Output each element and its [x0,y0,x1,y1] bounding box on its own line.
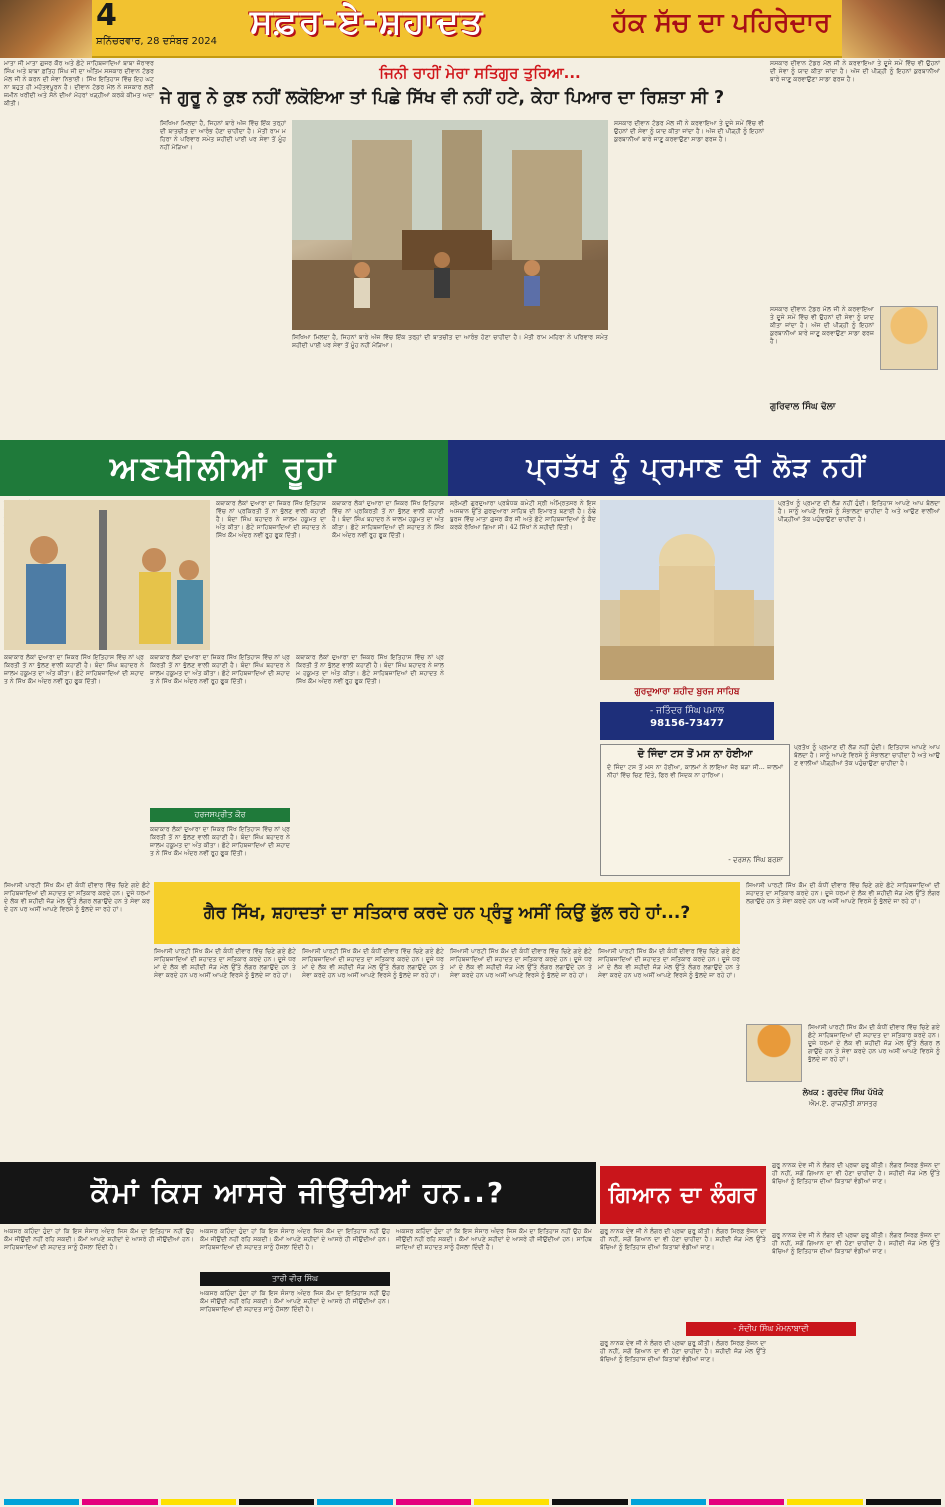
article4-col-1: ਸਿਆਸੀ ਪਾਰਟੀ ਸਿੱਖ ਕੌਮ ਦੀ ਕੰਧੀਂ ਦੀਵਾਰ ਵਿੱਚ ਚਿਣੇ ਗਏ ਛੋਟੇ ਸਾਹਿਬਜ਼ਾਦਿਆਂ ਦੀ ਸ਼ਹਾਦਤ ਦਾ ਸਤਿਕਾਰ ਕਰਦੇ ਹਨ। ਦੂਜੇ ਧਰਮਾਂ ਦੇ ਲੋਕ ਵੀ ਸ਼ਹੀਦੀ ਜੋੜ ਮੇਲ ਉੱਤੇ ਲੰਗਰ ਲਗਾਉਂਦੇ ਹਨ ਤੇ ਸੇਵਾ ਕਰਦੇ ਹਨ ਪਰ ਅਸੀਂ ਆਪਣੇ ਵਿਰਸੇ ਨੂੰ ਭੁੱਲਦੇ ਜਾ ਰਹੇ ਹਾਂ। [154,948,298,980]
article3-phone: 98156-73477 [650,718,724,729]
article4-left-column: ਸਿਆਸੀ ਪਾਰਟੀ ਸਿੱਖ ਕੌਮ ਦੀ ਕੰਧੀਂ ਦੀਵਾਰ ਵਿੱਚ ਚਿਣੇ ਗਏ ਛੋਟੇ ਸਾਹਿਬਜ਼ਾਦਿਆਂ ਦੀ ਸ਼ਹਾਦਤ ਦਾ ਸਤਿਕਾਰ ਕਰਦੇ ਹਨ। ਦੂਜੇ ਧਰਮਾਂ ਦੇ ਲੋਕ ਵੀ ਸ਼ਹੀਦੀ ਜੋੜ ਮੇਲ ਉੱਤੇ ਲੰਗਰ ਲਗਾਉਂਦੇ ਹਨ ਤੇ ਸੇਵਾ ਕਰਦੇ ਹਨ ਪਰ ਅਸੀਂ ਆਪਣੇ ਵਿਰਸੇ ਨੂੰ ਭੁੱਲਦੇ ਜਾ ਰਹੇ ਹਾਂ। [4,882,152,914]
brand-title: ਹੱਕ ਸੱਚ ਦਾ ਪਹਿਰੇਦਾਰ [612,8,831,38]
article5 [0,1162,596,1500]
article2 [0,440,448,880]
article3-col-mid: ਪ੍ਰਤੱਖ ਨੂੰ ਪ੍ਰਮਾਣ ਦੀ ਲੋੜ ਨਹੀਂ ਹੁੰਦੀ। ਇਤਿਹਾਸ ਆਪਣੇ ਆਪ ਬੋਲਦਾ ਹੈ। ਸਾਨੂੰ ਆਪਣੇ ਵਿਰਸੇ ਨੂੰ ਸੰਭਾਲਣਾ ਚਾਹੀਦਾ ਹੈ ਅਤੇ ਆਉਣ ਵਾਲੀਆਂ ਪੀੜ੍ਹੀਆਂ ਤੱਕ ਪਹੁੰਚਾਉਣਾ ਚਾਹੀਦਾ ਹੈ। [778,500,942,524]
masthead-right-image [842,0,945,58]
article1-illustration [292,120,608,330]
article2-title-banner [0,440,448,496]
article2-col-a-top: ਕਥਾਕਾਰ ਲੋਕਾਂ ਦੁਆਰਾ ਦਾ ਜ਼ਿਕਰ ਸਿੱਖ ਇਤਿਹਾਸ ਵਿੱਚ ਨਾਂ ਪ੍ਰਕਿਰਤੀ ਤੋਂ ਨਾ ਭੁੱਲਣ ਵਾਲੀ ਕਹਾਣੀ ਹੈ। ਬੰਦਾ ਸਿੰਘ ਬਹਾਦਰ ਨੇ ਜ਼ਾਲਮ ਹਕੂਮਤ ਦਾ ਅੰਤ ਕੀਤਾ। ਛੋਟੇ ਸਾਹਿਬਜ਼ਾਦਿਆਂ ਦੀ ਸ਼ਹਾਦਤ ਨੇ ਸਿੱਖ ਕੌਮ ਅੰਦਰ ਨਵੀਂ ਰੂਹ ਫੂਕ ਦਿੱਤੀ। [216,500,328,540]
article2-col-1: ਕਥਾਕਾਰ ਲੋਕਾਂ ਦੁਆਰਾ ਦਾ ਜ਼ਿਕਰ ਸਿੱਖ ਇਤਿਹਾਸ ਵਿੱਚ ਨਾਂ ਪ੍ਰਕਿਰਤੀ ਤੋਂ ਨਾ ਭੁੱਲਣ ਵਾਲੀ ਕਹਾਣੀ ਹੈ। ਬੰਦਾ ਸਿੰਘ ਬਹਾਦਰ ਨੇ ਜ਼ਾਲਮ ਹਕੂਮਤ ਦਾ ਅੰਤ ਕੀਤਾ। ਛੋਟੇ ਸਾਹਿਬਜ਼ਾਦਿਆਂ ਦੀ ਸ਼ਹਾਦਤ ਨੇ ਸਿੱਖ ਕੌਮ ਅੰਦਰ ਨਵੀਂ ਰੂਹ ਫੂਕ ਦਿੱਤੀ। [4,654,146,686]
article3-col-left: ਸ਼੍ਰੋਮਣੀ ਗੁਰਦੁਆਰਾ ਪ੍ਰਬੰਧਕ ਕਮੇਟੀ ਸ੍ਰੀ ਅੰਮ੍ਰਿਤਸਰ ਨੇ ਇਸ ਅਸਥਾਨ ਉੱਤੇ ਗੁਰਦੁਆਰਾ ਸਾਹਿਬ ਦੀ ਇਮਾਰਤ ਬਣਾਈ ਹੈ। ਠੰਢੇ ਬੁਰਜ ਵਿੱਚ ਮਾਤਾ ਗੁਜਰ ਕੌਰ ਜੀ ਅਤੇ ਛੋਟੇ ਸਾਹਿਬਜ਼ਾਦਿਆਂ ਨੂੰ ਕੈਦ ਕਰਕੇ ਰੱਖਿਆ ਗਿਆ ਸੀ। 42 ਸਿੱਖਾਂ ਨੇ ਸ਼ਹੀਦੀ ਦਿੱਤੀ। [450,500,598,532]
article1-headline: ਜੇ ਗੁਰੂ ਨੇ ਕੁਝ ਨਹੀਂ ਲਕੋਇਆ ਤਾਂ ਪਿਛੇ ਸਿੱਖ ਵੀ ਨਹੀਂ ਹਟੇ, ਕੇਹਾ ਪਿਆਰ ਦਾ ਰਿਸ਼ਤਾ ਸੀ ? [160,88,725,108]
article4-col-right: ਸਿਆਸੀ ਪਾਰਟੀ ਸਿੱਖ ਕੌਮ ਦੀ ਕੰਧੀਂ ਦੀਵਾਰ ਵਿੱਚ ਚਿਣੇ ਗਏ ਛੋਟੇ ਸਾਹਿਬਜ਼ਾਦਿਆਂ ਦੀ ਸ਼ਹਾਦਤ ਦਾ ਸਤਿਕਾਰ ਕਰਦੇ ਹਨ। ਦੂਜੇ ਧਰਮਾਂ ਦੇ ਲੋਕ ਵੀ ਸ਼ਹੀਦੀ ਜੋੜ ਮੇਲ ਉੱਤੇ ਲੰਗਰ ਲਗਾਉਂਦੇ ਹਨ ਤੇ ਸੇਵਾ ਕਰਦੇ ਹਨ ਪਰ ਅਸੀਂ ਆਪਣੇ ਵਿਰਸੇ ਨੂੰ ਭੁੱਲਦੇ ਜਾ ਰਹੇ ਹਾਂ। [746,882,942,906]
article5-col-3: ਅਕਸਰ ਕਹਿੰਦਾ ਹੁੰਦਾ ਹਾਂ ਕਿ ਇਸ ਸੰਸਾਰ ਅੰਦਰ ਜਿਸ ਕੌਮ ਦਾ ਇਤਿਹਾਸ ਨਹੀਂ ਉਹ ਕੌਮ ਜੀਉਂਦੀ ਨਹੀਂ ਰਹਿ ਸਕਦੀ। ਕੌਮਾਂ ਆਪਣੇ ਸ਼ਹੀਦਾਂ ਦੇ ਆਸਰੇ ਹੀ ਜੀਉਂਦੀਆਂ ਹਨ। ਸਾਹਿਬਜ਼ਾਦਿਆਂ ਦੀ ਸ਼ਹਾਦਤ ਸਾਨੂੰ ਹੌਸਲਾ ਦਿੰਦੀ ਹੈ। [396,1228,594,1252]
article4-col-4: ਸਿਆਸੀ ਪਾਰਟੀ ਸਿੱਖ ਕੌਮ ਦੀ ਕੰਧੀਂ ਦੀਵਾਰ ਵਿੱਚ ਚਿਣੇ ਗਏ ਛੋਟੇ ਸਾਹਿਬਜ਼ਾਦਿਆਂ ਦੀ ਸ਼ਹਾਦਤ ਦਾ ਸਤਿਕਾਰ ਕਰਦੇ ਹਨ। ਦੂਜੇ ਧਰਮਾਂ ਦੇ ਲੋਕ ਵੀ ਸ਼ਹੀਦੀ ਜੋੜ ਮੇਲ ਉੱਤੇ ਲੰਗਰ ਲਗਾਉਂਦੇ ਹਨ ਤੇ ਸੇਵਾ ਕਰਦੇ ਹਨ ਪਰ ਅਸੀਂ ਆਪਣੇ ਵਿਰਸੇ ਨੂੰ ਭੁੱਲਦੇ ਜਾ ਰਹੇ ਹਾਂ। [598,948,742,980]
illustration-scene [292,120,608,330]
masthead-left-image [0,0,92,58]
article1-author-photo [880,306,938,370]
article2-col-b-top: ਕਥਾਕਾਰ ਲੋਕਾਂ ਦੁਆਰਾ ਦਾ ਜ਼ਿਕਰ ਸਿੱਖ ਇਤਿਹਾਸ ਵਿੱਚ ਨਾਂ ਪ੍ਰਕਿਰਤੀ ਤੋਂ ਨਾ ਭੁੱਲਣ ਵਾਲੀ ਕਹਾਣੀ ਹੈ। ਬੰਦਾ ਸਿੰਘ ਬਹਾਦਰ ਨੇ ਜ਼ਾਲਮ ਹਕੂਮਤ ਦਾ ਅੰਤ ਕੀਤਾ। ਛੋਟੇ ਸਾਹਿਬਜ਼ਾਦਿਆਂ ਦੀ ਸ਼ਹਾਦਤ ਨੇ ਸਿੱਖ ਕੌਮ ਅੰਦਰ ਨਵੀਂ ਰੂਹ ਫੂਕ ਦਿੱਤੀ। [332,500,446,540]
article3-caption-text: ਗੁਰਦੁਆਰਾ ਸ਼ਹੀਦ ਬੁਰਜ ਸਾਹਿਬ [634,687,740,697]
article3-title: ਪ੍ਰਤੱਖ ਨੂੰ ਪ੍ਰਮਾਣ ਦੀ ਲੋੜ ਨਹੀਂ [526,452,867,483]
series-title: ਸਫ਼ਰ-ਏ-ਸ਼ਹਾਦਤ [250,2,485,42]
article5-author-tag [200,1272,390,1286]
article6-author: - ਸੰਦੀਪ ਸਿੰਘ ਮੋਮਨਾਬਾਦੀ [733,1324,809,1333]
article2-col-2b: ਕਥਾਕਾਰ ਲੋਕਾਂ ਦੁਆਰਾ ਦਾ ਜ਼ਿਕਰ ਸਿੱਖ ਇਤਿਹਾਸ ਵਿੱਚ ਨਾਂ ਪ੍ਰਕਿਰਤੀ ਤੋਂ ਨਾ ਭੁੱਲਣ ਵਾਲੀ ਕਹਾਣੀ ਹੈ। ਬੰਦਾ ਸਿੰਘ ਬਹਾਦਰ ਨੇ ਜ਼ਾਲਮ ਹਕੂਮਤ ਦਾ ਅੰਤ ਕੀਤਾ। ਛੋਟੇ ਸਾਹਿਬਜ਼ਾਦਿਆਂ ਦੀ ਸ਼ਹਾਦਤ ਨੇ ਸਿੱਖ ਕੌਮ ਅੰਦਰ ਨਵੀਂ ਰੂਹ ਫੂਕ ਦਿੱਤੀ। [150,826,292,858]
article6-headline-banner [600,1166,766,1224]
article1-right-column-b: ਸਸਕਾਰ ਦੀਵਾਨ ਟੋਡਰ ਮੱਲ ਜੀ ਨੇ ਕਰਵਾਇਆ ਤੇ ਦੂਜੇ ਸਮੇਂ ਵਿੱਚ ਵੀ ਉਹਨਾਂ ਦੀ ਸੇਵਾ ਨੂੰ ਯਾਦ ਕੀਤਾ ਜਾਂਦਾ ਹੈ। ਅੱਜ ਦੀ ਪੀੜ੍ਹੀ ਨੂੰ ਇਹਨਾਂ ਕੁਰਬਾਨੀਆਂ ਬਾਰੇ ਜਾਣੂ ਕਰਵਾਉਣਾ ਸਾਡਾ ਫਰਜ਼ ਹੈ। [770,60,942,84]
article1-left-column: ਮਾਤਾ ਜੀ ਮਾਤਾ ਗੁਜਰ ਕੌਰ ਅਤੇ ਛੋਟੇ ਸਾਹਿਬਜ਼ਾਦਿਆਂ ਬਾਬਾ ਜ਼ੋਰਾਵਰ ਸਿੰਘ ਅਤੇ ਬਾਬਾ ਫ਼ਤਿਹ ਸਿੰਘ ਜੀ ਦਾ ਅੰਤਿਮ ਸਸਕਾਰ ਦੀਵਾਨ ਟੋਡਰ ਮੱਲ ਜੀ ਨੇ ਕਰਨ ਦੀ ਸੇਵਾ ਨਿਭਾਈ। ਸਿੱਖ ਇਤਿਹਾਸ ਵਿੱਚ ਇਹ ਘਟਨਾ ਬਹੁਤ ਹੀ ਮਹੱਤਵਪੂਰਨ ਹੈ। ਦੀਵਾਨ ਟੋਡਰ ਮੱਲ ਨੇ ਸਸਕਾਰ ਲਈ ਜ਼ਮੀਨ ਖਰੀਦੀ ਅਤੇ ਸੋਨੇ ਦੀਆਂ ਮੋਹਰਾਂ ਖੜ੍ਹੀਆਂ ਕਰਕੇ ਕੀਮਤ ਅਦਾ ਕੀਤੀ। [4,60,156,108]
article6-col-2: ਗੁਰੂ ਨਾਨਕ ਦੇਵ ਜੀ ਨੇ ਲੰਗਰ ਦੀ ਪ੍ਰਥਾ ਸ਼ੁਰੂ ਕੀਤੀ। ਲੰਗਰ ਸਿਰਫ਼ ਭੋਜਨ ਦਾ ਹੀ ਨਹੀਂ, ਸਗੋਂ ਗਿਆਨ ਦਾ ਵੀ ਹੋਣਾ ਚਾਹੀਦਾ ਹੈ। ਸ਼ਹੀਦੀ ਜੋੜ ਮੇਲ ਉੱਤੇ ਬੱਚਿਆਂ ਨੂੰ ਇਤਿਹਾਸ ਦੀਆਂ ਕਿਤਾਬਾਂ ਵੰਡੀਆਂ ਜਾਣ। [772,1232,942,1256]
article5-col-2a: ਅਕਸਰ ਕਹਿੰਦਾ ਹੁੰਦਾ ਹਾਂ ਕਿ ਇਸ ਸੰਸਾਰ ਅੰਦਰ ਜਿਸ ਕੌਮ ਦਾ ਇਤਿਹਾਸ ਨਹੀਂ ਉਹ ਕੌਮ ਜੀਉਂਦੀ ਨਹੀਂ ਰਹਿ ਸਕਦੀ। ਕੌਮਾਂ ਆਪਣੇ ਸ਼ਹੀਦਾਂ ਦੇ ਆਸਰੇ ਹੀ ਜੀਉਂਦੀਆਂ ਹਨ। ਸਾਹਿਬਜ਼ਾਦਿਆਂ ਦੀ ਸ਼ਹਾਦਤ ਸਾਨੂੰ ਹੌਸਲਾ ਦਿੰਦੀ ਹੈ। [200,1228,392,1252]
issue-date: ਸ਼ਨਿੱਚਰਵਾਰ, 28 ਦਸੰਬਰ 2024 [96,36,217,47]
article3-gurdwara-photo [600,500,774,680]
article6 [596,1162,945,1500]
poem-body: ਦੋ ਜਿੰਦਾ ਟਸ ਤੋਂ ਮਸ ਨਾ ਹੋਈਆ, ਕਾਲਮਾਂ ਨੇ ਲਾਇਆ ਜ਼ੋਰ ਬੜਾ ਸੀ... ਜ਼ਾਲਮਾਂ ਨੀਹਾਂ ਵਿੱਚ ਚਿਣ ਦਿੱਤੇ, ਫਿਰ ਵੀ ਸਿਦਕ ਨਾ ਹਾਰਿਆ। [607,764,785,780]
article4 [0,882,945,1160]
article2-col-3: ਕਥਾਕਾਰ ਲੋਕਾਂ ਦੁਆਰਾ ਦਾ ਜ਼ਿਕਰ ਸਿੱਖ ਇਤਿਹਾਸ ਵਿੱਚ ਨਾਂ ਪ੍ਰਕਿਰਤੀ ਤੋਂ ਨਾ ਭੁੱਲਣ ਵਾਲੀ ਕਹਾਣੀ ਹੈ। ਬੰਦਾ ਸਿੰਘ ਬਹਾਦਰ ਨੇ ਜ਼ਾਲਮ ਹਕੂਮਤ ਦਾ ਅੰਤ ਕੀਤਾ। ਛੋਟੇ ਸਾਹਿਬਜ਼ਾਦਿਆਂ ਦੀ ਸ਼ਹਾਦਤ ਨੇ ਸਿੱਖ ਕੌਮ ਅੰਦਰ ਨਵੀਂ ਰੂਹ ਫੂਕ ਦਿੱਤੀ। [296,654,446,686]
poem-box [600,744,790,876]
article6-col-1b: ਗੁਰੂ ਨਾਨਕ ਦੇਵ ਜੀ ਨੇ ਲੰਗਰ ਦੀ ਪ੍ਰਥਾ ਸ਼ੁਰੂ ਕੀਤੀ। ਲੰਗਰ ਸਿਰਫ਼ ਭੋਜਨ ਦਾ ਹੀ ਨਹੀਂ, ਸਗੋਂ ਗਿਆਨ ਦਾ ਵੀ ਹੋਣਾ ਚਾਹੀਦਾ ਹੈ। ਸ਼ਹੀਦੀ ਜੋੜ ਮੇਲ ਉੱਤੇ ਬੱਚਿਆਂ ਨੂੰ ਇਤਿਹਾਸ ਦੀਆਂ ਕਿਤਾਬਾਂ ਵੰਡੀਆਂ ਜਾਣ। [600,1340,768,1364]
article5-author: ਤਾਰੀ ਵੀਰ ਸਿੰਘ [271,1274,319,1283]
article2-title: ਅਣਖੀਲੀਆਂ ਰੂਹਾਂ [109,448,339,487]
article3-author: - ਜਤਿੰਦਰ ਸਿੰਘ ਪਮਾਲ [650,706,724,716]
poem-title: ਦੋ ਜਿੰਦਾ ਟਸ ਤੋਂ ਮਸ ਨਾ ਹੋਈਆ [637,749,753,760]
masthead [0,0,945,58]
article2-author: ਹਰਜਸਪ੍ਰੀਤ ਕੌਰ [194,810,246,819]
poem-author: - ਦਰਸ਼ਨ ਸਿੰਘ ਬਰਸ਼ਾ [728,856,783,864]
article1-author: ਗੁਰਿਵਾਲ ਸਿੰਘ ਢੋਲਾ [770,402,836,412]
article1-right-column-a: ਸਸਕਾਰ ਦੀਵਾਨ ਟੋਡਰ ਮੱਲ ਜੀ ਨੇ ਕਰਵਾਇਆ ਤੇ ਦੂਜੇ ਸਮੇਂ ਵਿੱਚ ਵੀ ਉਹਨਾਂ ਦੀ ਸੇਵਾ ਨੂੰ ਯਾਦ ਕੀਤਾ ਜਾਂਦਾ ਹੈ। ਅੱਜ ਦੀ ਪੀੜ੍ਹੀ ਨੂੰ ਇਹਨਾਂ ਕੁਰਬਾਨੀਆਂ ਬਾਰੇ ਜਾਣੂ ਕਰਵਾਉਣਾ ਸਾਡਾ ਫਰਜ਼ ਹੈ। [614,120,766,144]
article5-headline-banner [0,1162,596,1224]
article1-right-column-c: ਸਸਕਾਰ ਦੀਵਾਨ ਟੋਡਰ ਮੱਲ ਜੀ ਨੇ ਕਰਵਾਇਆ ਤੇ ਦੂਜੇ ਸਮੇਂ ਵਿੱਚ ਵੀ ਉਹਨਾਂ ਦੀ ਸੇਵਾ ਨੂੰ ਯਾਦ ਕੀਤਾ ਜਾਂਦਾ ਹੈ। ਅੱਜ ਦੀ ਪੀੜ੍ਹੀ ਨੂੰ ਇਹਨਾਂ ਕੁਰਬਾਨੀਆਂ ਬਾਰੇ ਜਾਣੂ ਕਰਵਾਉਣਾ ਸਾਡਾ ਫਰਜ਼ ਹੈ। [770,306,876,346]
page-number: 4 [96,0,117,33]
article2-painting [4,500,210,650]
article4-author-photo [746,1024,802,1082]
article2-col-2: ਕਥਾਕਾਰ ਲੋਕਾਂ ਦੁਆਰਾ ਦਾ ਜ਼ਿਕਰ ਸਿੱਖ ਇਤਿਹਾਸ ਵਿੱਚ ਨਾਂ ਪ੍ਰਕਿਰਤੀ ਤੋਂ ਨਾ ਭੁੱਲਣ ਵਾਲੀ ਕਹਾਣੀ ਹੈ। ਬੰਦਾ ਸਿੰਘ ਬਹਾਦਰ ਨੇ ਜ਼ਾਲਮ ਹਕੂਮਤ ਦਾ ਅੰਤ ਕੀਤਾ। ਛੋਟੇ ਸਾਹਿਬਜ਼ਾਦਿਆਂ ਦੀ ਸ਼ਹਾਦਤ ਨੇ ਸਿੱਖ ਕੌਮ ਅੰਦਰ ਨਵੀਂ ਰੂਹ ਫੂਕ ਦਿੱਤੀ। [150,654,292,686]
article4-headline-banner [154,882,740,944]
article5-headline: ਕੌਮਾਂ ਕਿਸ ਆਸਰੇ ਜੀਉਂਦੀਆਂ ਹਨ..? [90,1176,506,1209]
article4-col-3: ਸਿਆਸੀ ਪਾਰਟੀ ਸਿੱਖ ਕੌਮ ਦੀ ਕੰਧੀਂ ਦੀਵਾਰ ਵਿੱਚ ਚਿਣੇ ਗਏ ਛੋਟੇ ਸਾਹਿਬਜ਼ਾਦਿਆਂ ਦੀ ਸ਼ਹਾਦਤ ਦਾ ਸਤਿਕਾਰ ਕਰਦੇ ਹਨ। ਦੂਜੇ ਧਰਮਾਂ ਦੇ ਲੋਕ ਵੀ ਸ਼ਹੀਦੀ ਜੋੜ ਮੇਲ ਉੱਤੇ ਲੰਗਰ ਲਗਾਉਂਦੇ ਹਨ ਤੇ ਸੇਵਾ ਕਰਦੇ ਹਨ ਪਰ ਅਸੀਂ ਆਪਣੇ ਵਿਰਸੇ ਨੂੰ ਭੁੱਲਦੇ ਜਾ ਰਹੇ ਹਾਂ। [450,948,594,980]
gurdwara-scene [600,500,774,680]
article3-author-box [600,702,774,740]
article5-col-1: ਅਕਸਰ ਕਹਿੰਦਾ ਹੁੰਦਾ ਹਾਂ ਕਿ ਇਸ ਸੰਸਾਰ ਅੰਦਰ ਜਿਸ ਕੌਮ ਦਾ ਇਤਿਹਾਸ ਨਹੀਂ ਉਹ ਕੌਮ ਜੀਉਂਦੀ ਨਹੀਂ ਰਹਿ ਸਕਦੀ। ਕੌਮਾਂ ਆਪਣੇ ਸ਼ਹੀਦਾਂ ਦੇ ਆਸਰੇ ਹੀ ਜੀਉਂਦੀਆਂ ਹਨ। ਸਾਹਿਬਜ਼ਾਦਿਆਂ ਦੀ ਸ਼ਹਾਦਤ ਸਾਨੂੰ ਹੌਸਲਾ ਦਿੰਦੀ ਹੈ। [4,1228,196,1252]
article2-author-tag [150,808,290,822]
article5-col-2b: ਅਕਸਰ ਕਹਿੰਦਾ ਹੁੰਦਾ ਹਾਂ ਕਿ ਇਸ ਸੰਸਾਰ ਅੰਦਰ ਜਿਸ ਕੌਮ ਦਾ ਇਤਿਹਾਸ ਨਹੀਂ ਉਹ ਕੌਮ ਜੀਉਂਦੀ ਨਹੀਂ ਰਹਿ ਸਕਦੀ। ਕੌਮਾਂ ਆਪਣੇ ਸ਼ਹੀਦਾਂ ਦੇ ਆਸਰੇ ਹੀ ਜੀਉਂਦੀਆਂ ਹਨ। ਸਾਹਿਬਜ਼ਾਦਿਆਂ ਦੀ ਸ਼ਹਾਦਤ ਸਾਨੂੰ ਹੌਸਲਾ ਦਿੰਦੀ ਹੈ। [200,1290,392,1314]
article1-lower-text: ਸਿਖਿਆ ਮਿਲਦਾ ਹੈ, ਜਿਹਨਾਂ ਬਾਰੇ ਅੱਜ ਵਿੱਚ ਇੱਕ ਤਰ੍ਹਾਂ ਦੀ ਬਾਤਚੀਤ ਦਾ ਆਰੰਭ ਹੋਣਾ ਚਾਹੀਦਾ ਹੈ। ਮੋਤੀ ਰਾਮ ਮਹਿਰਾ ਨੇ ਪਰਿਵਾਰ ਸਮੇਤ ਸ਼ਹੀਦੀ ਪਾਈ ਪਰ ਸੇਵਾ ਤੋਂ ਮੂੰਹ ਨਹੀਂ ਮੋੜਿਆ। [292,334,610,350]
article4-headline: ਗੈਰ ਸਿੱਖ, ਸ਼ਹਾਦਤਾਂ ਦਾ ਸਤਿਕਾਰ ਕਰਦੇ ਹਨ ਪ੍ਰੰਤੂ ਅਸੀਂ ਕਿਉਂ ਭੁੱਲ ਰਹੇ ਹਾਂ...? [203,903,691,923]
article4-col-right-b: ਸਿਆਸੀ ਪਾਰਟੀ ਸਿੱਖ ਕੌਮ ਦੀ ਕੰਧੀਂ ਦੀਵਾਰ ਵਿੱਚ ਚਿਣੇ ਗਏ ਛੋਟੇ ਸਾਹਿਬਜ਼ਾਦਿਆਂ ਦੀ ਸ਼ਹਾਦਤ ਦਾ ਸਤਿਕਾਰ ਕਰਦੇ ਹਨ। ਦੂਜੇ ਧਰਮਾਂ ਦੇ ਲੋਕ ਵੀ ਸ਼ਹੀਦੀ ਜੋੜ ਮੇਲ ਉੱਤੇ ਲੰਗਰ ਲਗਾਉਂਦੇ ਹਨ ਤੇ ਸੇਵਾ ਕਰਦੇ ਹਨ ਪਰ ਅਸੀਂ ਆਪਣੇ ਵਿਰਸੇ ਨੂੰ ਭੁੱਲਦੇ ਜਾ ਰਹੇ ਹਾਂ। [808,1024,942,1064]
article4-author-name: ਲੇਖਕ : ਗੁਰਦੇਵ ਸਿੰਘ ਪੱਖੋਕੇ [802,1088,884,1097]
article1-center-text: ਸਿਖਿਆ ਮਿਲਦਾ ਹੈ, ਜਿਹਨਾਂ ਬਾਰੇ ਅੱਜ ਵਿੱਚ ਇੱਕ ਤਰ੍ਹਾਂ ਦੀ ਬਾਤਚੀਤ ਦਾ ਆਰੰਭ ਹੋਣਾ ਚਾਹੀਦਾ ਹੈ। ਮੋਤੀ ਰਾਮ ਮਹਿਰਾ ਨੇ ਪਰਿਵਾਰ ਸਮੇਤ ਸ਼ਹੀਦੀ ਪਾਈ ਪਰ ਸੇਵਾ ਤੋਂ ਮੂੰਹ ਨਹੀਂ ਮੋੜਿਆ। [160,120,288,152]
article3-photo-caption [600,684,774,700]
article3 [448,440,945,880]
article6-headline: ਗਿਆਨ ਦਾ ਲੰਗਰ [608,1182,758,1208]
article4-col-2: ਸਿਆਸੀ ਪਾਰਟੀ ਸਿੱਖ ਕੌਮ ਦੀ ਕੰਧੀਂ ਦੀਵਾਰ ਵਿੱਚ ਚਿਣੇ ਗਏ ਛੋਟੇ ਸਾਹਿਬਜ਼ਾਦਿਆਂ ਦੀ ਸ਼ਹਾਦਤ ਦਾ ਸਤਿਕਾਰ ਕਰਦੇ ਹਨ। ਦੂਜੇ ਧਰਮਾਂ ਦੇ ਲੋਕ ਵੀ ਸ਼ਹੀਦੀ ਜੋੜ ਮੇਲ ਉੱਤੇ ਲੰਗਰ ਲਗਾਉਂਦੇ ਹਨ ਤੇ ਸੇਵਾ ਕਰਦੇ ਹਨ ਪਰ ਅਸੀਂ ਆਪਣੇ ਵਿਰਸੇ ਨੂੰ ਭੁੱਲਦੇ ਜਾ ਰਹੇ ਹਾਂ। [302,948,446,980]
article4-author-title: ਐਮ.ਏ. ਰਾਜਨੀਤੀ ਸ਼ਾਸਤਰ [808,1100,878,1108]
article6-col-top-right: ਗੁਰੂ ਨਾਨਕ ਦੇਵ ਜੀ ਨੇ ਲੰਗਰ ਦੀ ਪ੍ਰਥਾ ਸ਼ੁਰੂ ਕੀਤੀ। ਲੰਗਰ ਸਿਰਫ਼ ਭੋਜਨ ਦਾ ਹੀ ਨਹੀਂ, ਸਗੋਂ ਗਿਆਨ ਦਾ ਵੀ ਹੋਣਾ ਚਾਹੀਦਾ ਹੈ। ਸ਼ਹੀਦੀ ਜੋੜ ਮੇਲ ਉੱਤੇ ਬੱਚਿਆਂ ਨੂੰ ਇਤਿਹਾਸ ਦੀਆਂ ਕਿਤਾਬਾਂ ਵੰਡੀਆਂ ਜਾਣ। [772,1162,942,1186]
article1 [0,60,945,440]
article6-col-1: ਗੁਰੂ ਨਾਨਕ ਦੇਵ ਜੀ ਨੇ ਲੰਗਰ ਦੀ ਪ੍ਰਥਾ ਸ਼ੁਰੂ ਕੀਤੀ। ਲੰਗਰ ਸਿਰਫ਼ ਭੋਜਨ ਦਾ ਹੀ ਨਹੀਂ, ਸਗੋਂ ਗਿਆਨ ਦਾ ਵੀ ਹੋਣਾ ਚਾਹੀਦਾ ਹੈ। ਸ਼ਹੀਦੀ ਜੋੜ ਮੇਲ ਉੱਤੇ ਬੱਚਿਆਂ ਨੂੰ ਇਤਿਹਾਸ ਦੀਆਂ ਕਿਤਾਬਾਂ ਵੰਡੀਆਂ ਜਾਣ। [600,1228,768,1252]
article1-kicker: ਜਿਨੀ ਰਾਹੀਂ ਮੇਰਾ ਸਤਿਗੁਰ ਤੁਰਿਆ... [379,64,581,82]
print-registration-strip [0,1499,945,1507]
article3-col-right: ਪ੍ਰਤੱਖ ਨੂੰ ਪ੍ਰਮਾਣ ਦੀ ਲੋੜ ਨਹੀਂ ਹੁੰਦੀ। ਇਤਿਹਾਸ ਆਪਣੇ ਆਪ ਬੋਲਦਾ ਹੈ। ਸਾਨੂੰ ਆਪਣੇ ਵਿਰਸੇ ਨੂੰ ਸੰਭਾਲਣਾ ਚਾਹੀਦਾ ਹੈ ਅਤੇ ਆਉਣ ਵਾਲੀਆਂ ਪੀੜ੍ਹੀਆਂ ਤੱਕ ਪਹੁੰਚਾਉਣਾ ਚਾਹੀਦਾ ਹੈ। [794,744,942,768]
article3-title-banner [448,440,945,496]
painting-scene [4,500,210,650]
